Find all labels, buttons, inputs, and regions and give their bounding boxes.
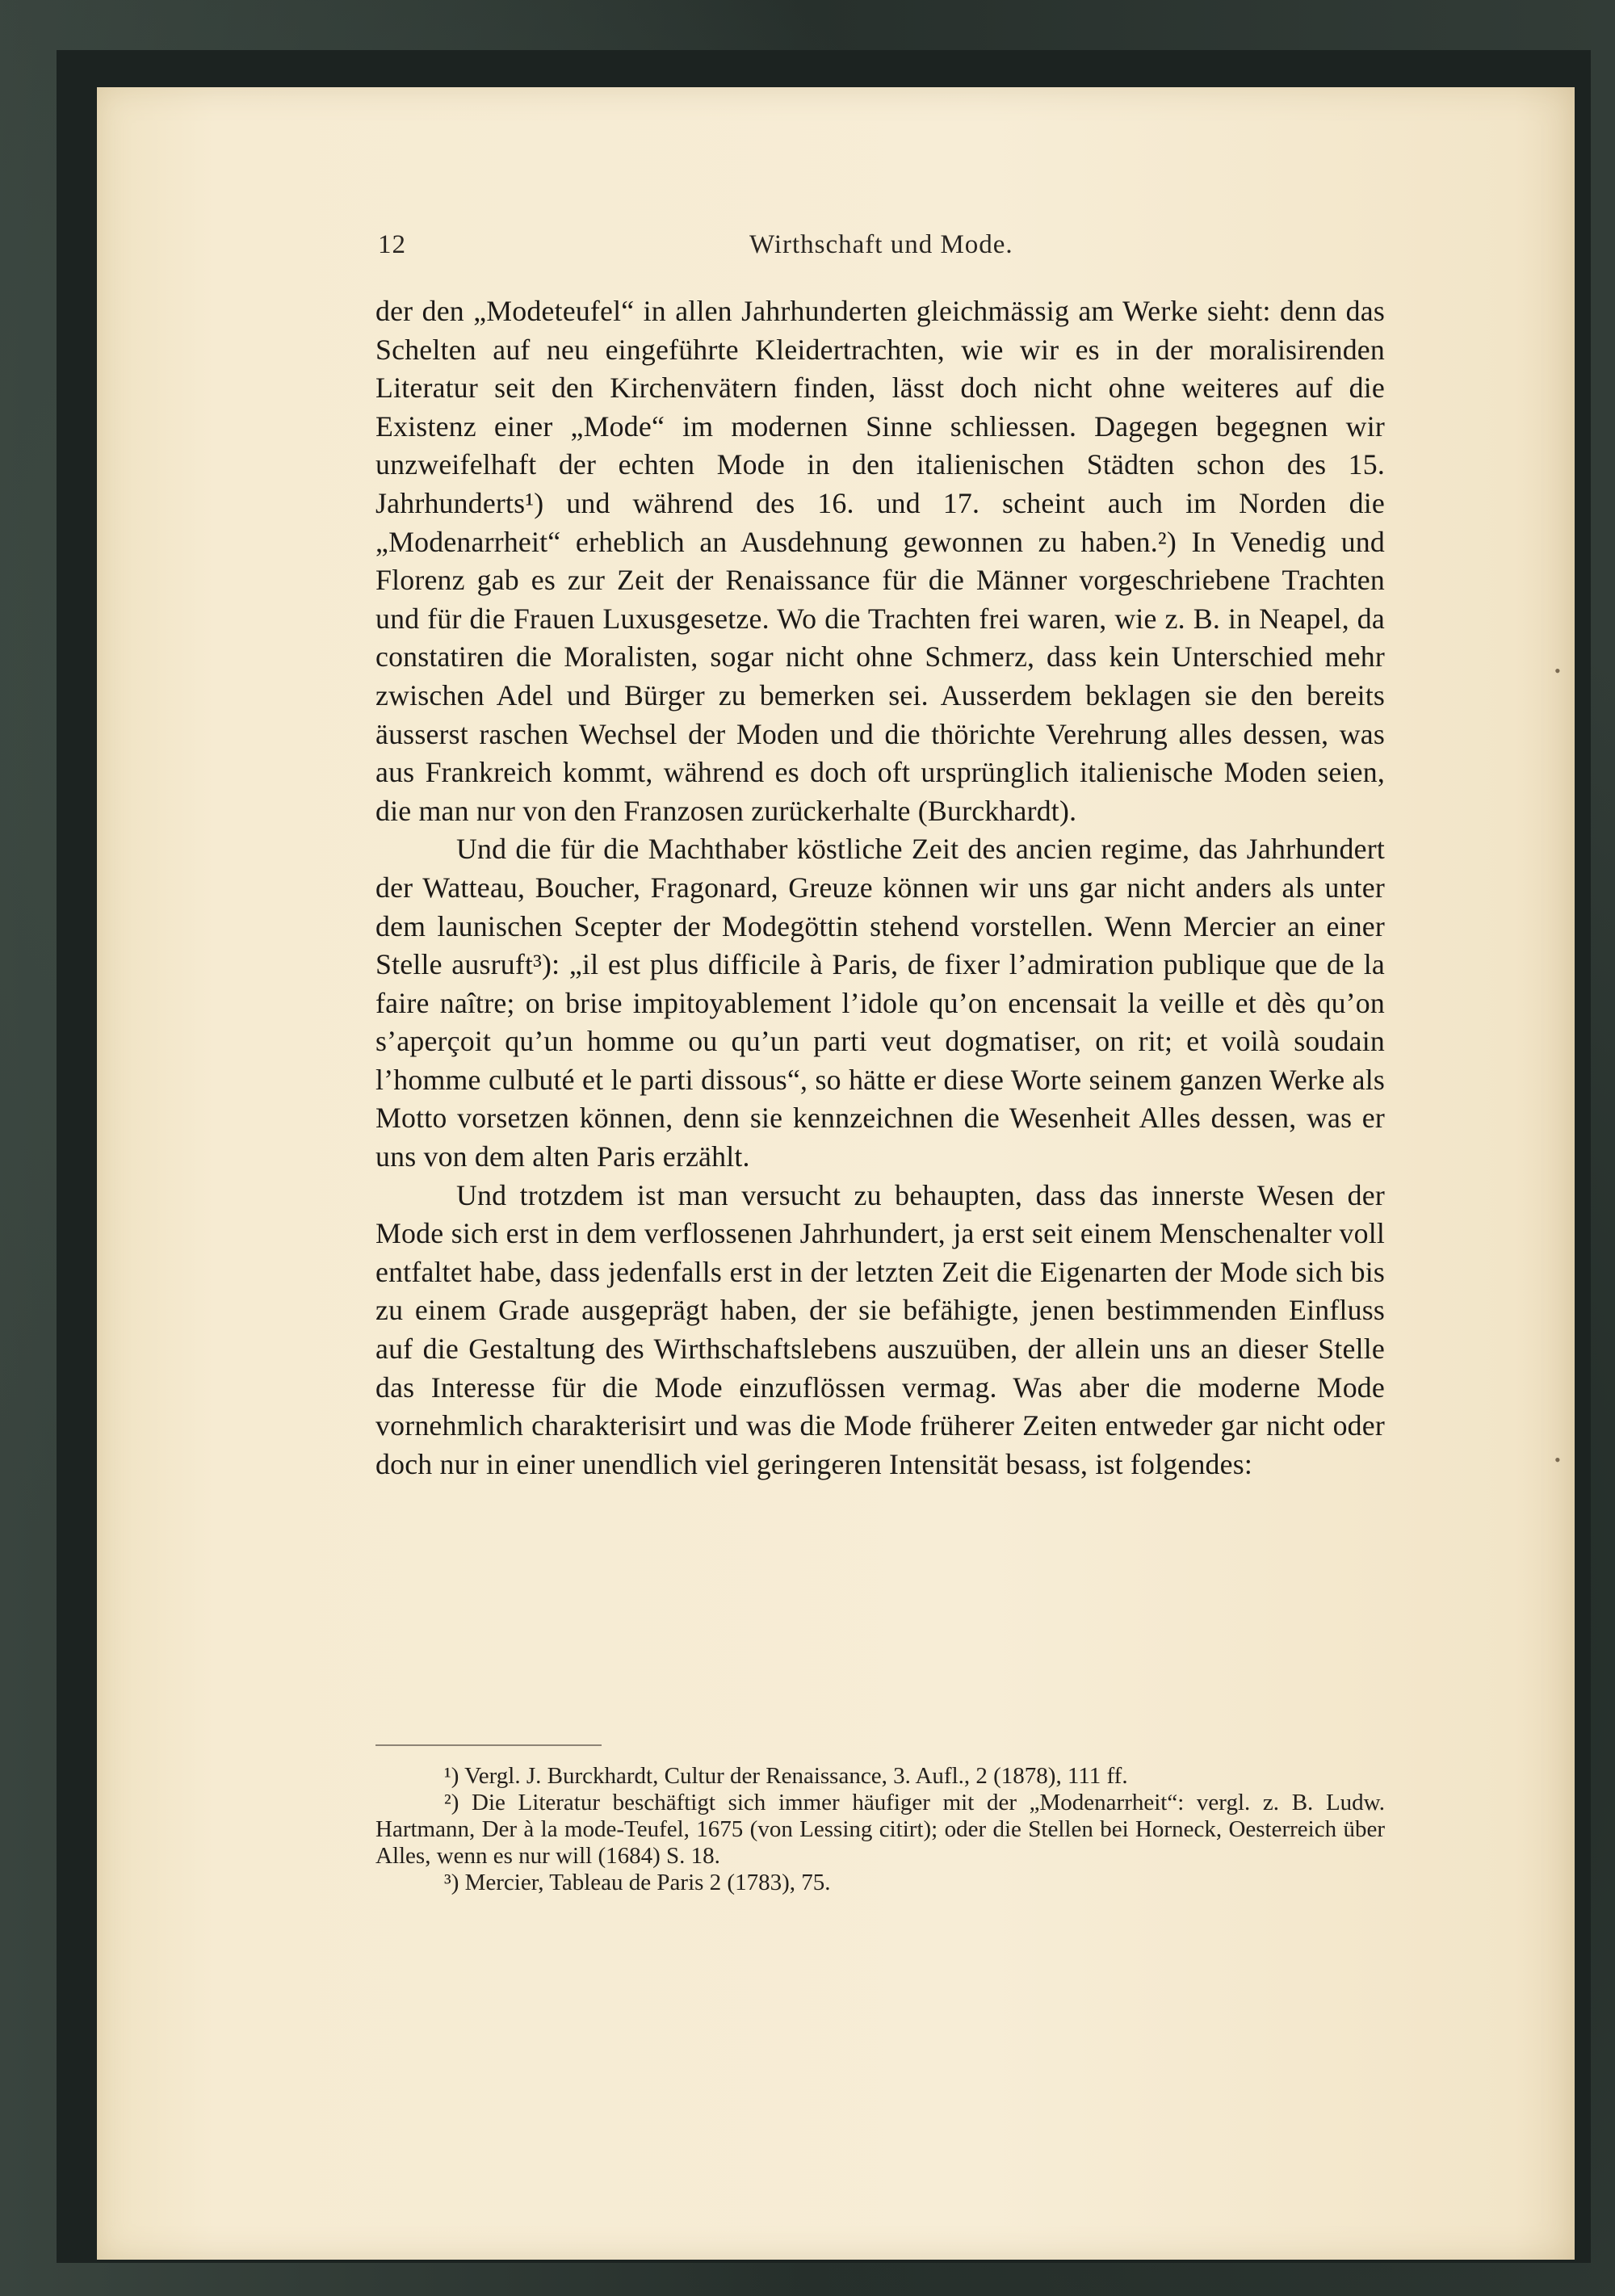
main-text (375, 292, 1385, 1484)
footnote-3: ³) Mercier, Tableau de Paris 2 (1783), 75. (444, 1870, 831, 1895)
page-header (378, 230, 1387, 271)
running-title: Wirthschaft und Mode. (749, 230, 1013, 259)
margin-speck: • (1554, 661, 1561, 681)
paragraph-1: der den „Modeteufel“ in allen Jahrhunderten gleichmässig am Werke sieht: denn das Schelten auf neu eingeführte Kleidertrachten, wie wir es in der moralisirenden Literatur seit den Kirchenvätern finden, lässt doch nicht ohne weiteres auf die Existenz einer „Mode“ im modernen Sinne schliessen. Dagegen begegnen wir unzweifelhaft der echten Mode in den italienischen Städten schon des 15. Jahrhunderts¹) und während des 16. und 17. scheint auch im Norden die „Modenarrheit“ erheblich an Ausdehnung gewonnen zu haben.²) In Venedig und Florenz gab es zur Zeit der Renaissance für die Männer vorgeschriebene Trachten und für die Frauen Luxusgesetze. Wo die Trachten frei waren, wie z. B. in Neapel, da constatiren die Moralisten, sogar nicht ohne Schmerz, dass kein Unterschied mehr zwischen Adel und Bürger zu bemerken sei. Ausserdem beklagen sie den bereits äusserst raschen Wechsel der Moden und die thörichte Verehrung alles dessen, was aus Frankreich kommt, während es doch oft ursprünglich italienische Moden seien, die man nur von den Franzosen zurückerhalte (Burckhardt). (375, 295, 1385, 827)
page-number: 12 (378, 230, 406, 259)
footnotes (375, 1763, 1385, 1896)
margin-speck: • (1554, 1450, 1561, 1470)
paragraph-3: Und trotzdem ist man versucht zu behaupten, dass das innerste Wesen der Mode sich erst in dem verflossenen Jahrhundert, ja erst seit einem Menschenalter voll entfaltet habe, dass jedenfalls erst in der letzten Zeit die Eigenarten der Mode sich bis zu einem Grade ausgeprägt haben, der sie befähigte, jenen bestimmenden Einfluss auf die Gestaltung des Wirthschaftslebens auszuüben, der allein uns an dieser Stelle das Interesse für die Mode einzuflössen vermag. Was aber die moderne Mode vornehmlich charakterisirt und was die Mode früherer Zeiten entweder gar nicht oder doch nur in einer unendlich viel geringeren Intensität besass, ist folgendes: (375, 1178, 1385, 1480)
footnote-separator (375, 1744, 602, 1746)
footnote-1: ¹) Vergl. J. Burckhardt, Cultur der Renaissance, 3. Aufl., 2 (1878), 111 ff. (444, 1763, 1128, 1789)
footnote-2: ²) Die Literatur beschäftigt sich immer häufiger mit der „Modenarrheit“: vergl. z. B. Ludw. Hartmann, Der à la mode-Teufel, 1675 (von Lessing citirt); oder die Stellen bei Horneck, Oesterreich über Alles, wenn es nur will (1684) S. 18. (375, 1790, 1385, 1869)
paragraph-2: Und die für die Machthaber köstliche Zeit des ancien regime, das Jahrhundert der Watteau, Boucher, Fragonard, Greuze können wir uns gar nicht anders als unter dem launischen Scepter der Modegöttin stehend vorstellen. Wenn Mercier an einer Stelle ausruft³): „il est plus difficile à Paris, de fixer l’admiration publique que de la faire naître; on brise impitoyablement l’idole qu’on encensait la veille et dès qu’on s’aperçoit qu’un homme ou qu’un parti veut dogmatiser, on rit; et voilà soudain l’homme culbuté et le parti dissous“, so hätte er diese Worte seinem ganzen Werke als Motto vorsetzen können, denn sie kennzeichnen die Wesenheit Alles dessen, was er uns von dem alten Paris erzählt. (375, 833, 1385, 1173)
